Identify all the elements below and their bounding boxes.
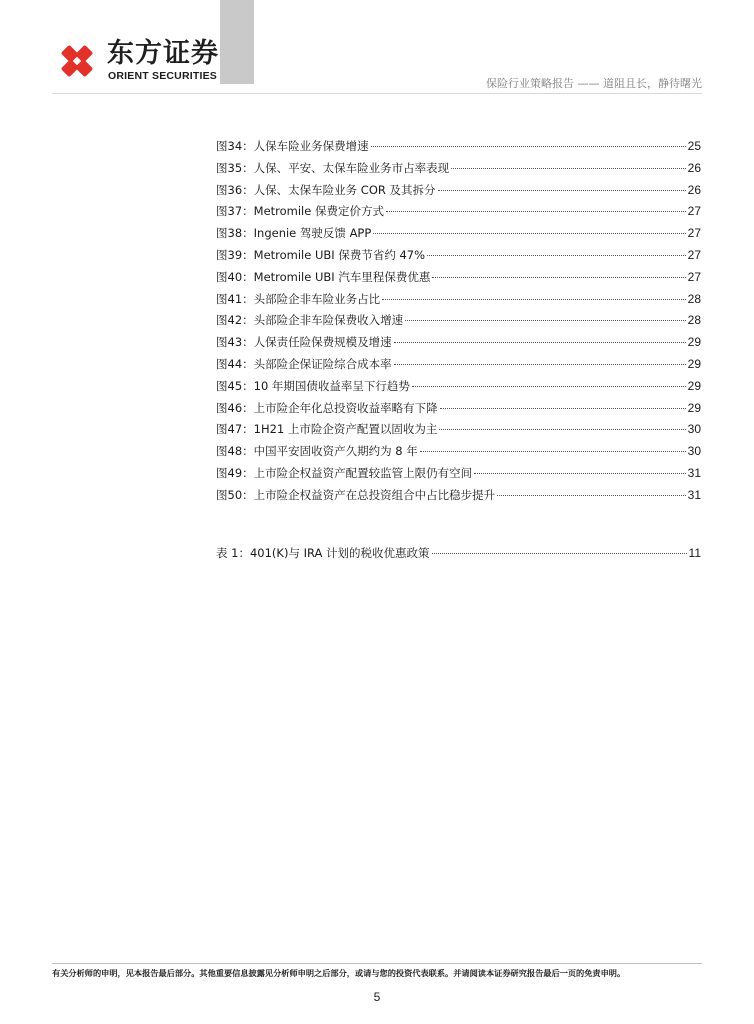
dot-leader <box>371 146 686 147</box>
dot-leader <box>412 386 686 387</box>
header-divider <box>52 93 702 94</box>
dot-leader <box>386 211 686 212</box>
table-entry-page: 11 <box>688 546 701 560</box>
dot-leader <box>405 320 686 321</box>
figure-entry[interactable] <box>216 181 701 199</box>
dot-leader <box>373 233 685 234</box>
figure-entry[interactable] <box>216 290 701 308</box>
figure-entry-page: 29 <box>687 378 701 393</box>
orient-securities-logo-icon <box>56 40 98 82</box>
dot-leader <box>438 190 686 191</box>
dot-leader <box>451 168 686 169</box>
dot-leader <box>474 473 686 474</box>
figure-entry-title: 图34：人保车险业务保费增速 <box>216 139 369 153</box>
figure-entry-title: 图48：中国平安固收资产久期约为 8 年 <box>216 444 418 459</box>
header-gray-bar <box>220 0 254 84</box>
figure-entry[interactable] <box>216 420 701 438</box>
logo-english-name: ORIENT SECURITIES <box>108 70 217 82</box>
figure-entry[interactable] <box>216 486 701 504</box>
figure-entry-page: 31 <box>687 487 701 502</box>
figure-entry-title: 图46：上市险企年化总投资收益率略有下降 <box>216 400 438 415</box>
figure-entry-page: 29 <box>687 335 701 350</box>
dot-leader <box>394 342 686 343</box>
figure-entry-page: 29 <box>687 400 701 415</box>
figure-entry[interactable] <box>216 333 701 351</box>
figure-entry-title: 图43：人保责任险保费规模及增速 <box>216 335 392 350</box>
dot-leader <box>432 277 685 278</box>
figure-entry[interactable] <box>216 224 701 242</box>
figure-entry-title: 图39：Metromile UBI 保费节省约 47% <box>216 248 426 262</box>
dot-leader <box>439 429 685 430</box>
figure-entry[interactable] <box>216 159 701 177</box>
dot-leader <box>394 364 686 365</box>
figure-entry-page: 27 <box>687 248 701 262</box>
figure-entry[interactable] <box>216 464 701 482</box>
figure-entry-title: 图38：Ingenie 驾驶反馈 APP <box>216 226 372 241</box>
dot-leader <box>382 299 686 300</box>
figure-entry-title: 图36：人保、太保车险业务 COR 及其拆分 <box>216 182 436 197</box>
figure-entry-title: 图45：10 年期国债收益率呈下行趋势 <box>216 378 410 393</box>
table-entry[interactable] <box>216 544 701 562</box>
figure-entry[interactable] <box>216 311 701 329</box>
dot-leader <box>432 553 687 554</box>
figure-entry-title: 图44：头部险企保证险综合成本率 <box>216 357 392 371</box>
figure-entry[interactable] <box>216 442 701 460</box>
figure-entry-title: 图47：1H21 上市险企资产配置以固收为主 <box>216 422 438 437</box>
figure-entry-title: 图41：头部险企非车险业务占比 <box>216 291 381 306</box>
figure-entry-page: 31 <box>687 466 701 480</box>
figure-entry-title: 图37：Metromile 保费定价方式 <box>216 204 384 219</box>
figure-entry-title: 图35：人保、平安、太保车险业务市占率表现 <box>216 160 450 175</box>
figure-entry-title: 图42：头部险企非车险保费收入增速 <box>216 313 404 328</box>
figure-entry-page: 27 <box>687 204 701 219</box>
figure-entry[interactable] <box>216 137 701 155</box>
footer-disclaimer: 有关分析师的申明，见本报告最后部分。其他重要信息披露见分析师申明之后部分，或请与您的投资代表联系。并请阅读本证券研究报告最后一页的免责申明。 <box>52 968 626 978</box>
figure-entry-page: 27 <box>687 226 701 241</box>
dot-leader <box>440 408 686 409</box>
dot-leader <box>497 495 686 496</box>
figure-entry-page: 28 <box>687 313 701 328</box>
figure-entry-title: 图40：Metromile UBI 汽车里程保费优惠 <box>216 269 431 284</box>
figure-entry-page: 29 <box>687 357 701 371</box>
logo-chinese-name: 东方证券 <box>107 38 219 69</box>
figure-entry[interactable] <box>216 399 701 417</box>
figure-entry[interactable] <box>216 377 701 395</box>
figure-entry-page: 30 <box>687 444 701 459</box>
figure-entry-title: 图49：上市险企权益资产配置较监管上限仍有空间 <box>216 466 473 480</box>
page-number: 5 <box>373 990 381 1004</box>
table-entry-title: 表 1：401(K)与 IRA 计划的税收优惠政策 <box>216 546 430 560</box>
figure-entry-page: 30 <box>687 422 701 437</box>
figure-entry[interactable] <box>216 355 701 373</box>
footer-divider <box>52 963 702 964</box>
figure-entry-page: 27 <box>687 269 701 284</box>
figure-entry-title: 图50：上市险企权益资产在总投资组合中占比稳步提升 <box>216 487 496 502</box>
figure-entry[interactable] <box>216 246 701 264</box>
figure-entry-page: 26 <box>687 160 701 175</box>
running-head: 保险行业策略报告 —— 道阻且长，静待曙光 <box>486 77 702 90</box>
figure-entry-page: 28 <box>687 291 701 306</box>
figure-entry[interactable] <box>216 202 701 220</box>
figure-entry-page: 25 <box>687 139 701 153</box>
figure-entry-page: 26 <box>687 182 701 197</box>
figure-entry[interactable] <box>216 268 701 286</box>
dot-leader <box>420 451 686 452</box>
dot-leader <box>427 255 686 256</box>
